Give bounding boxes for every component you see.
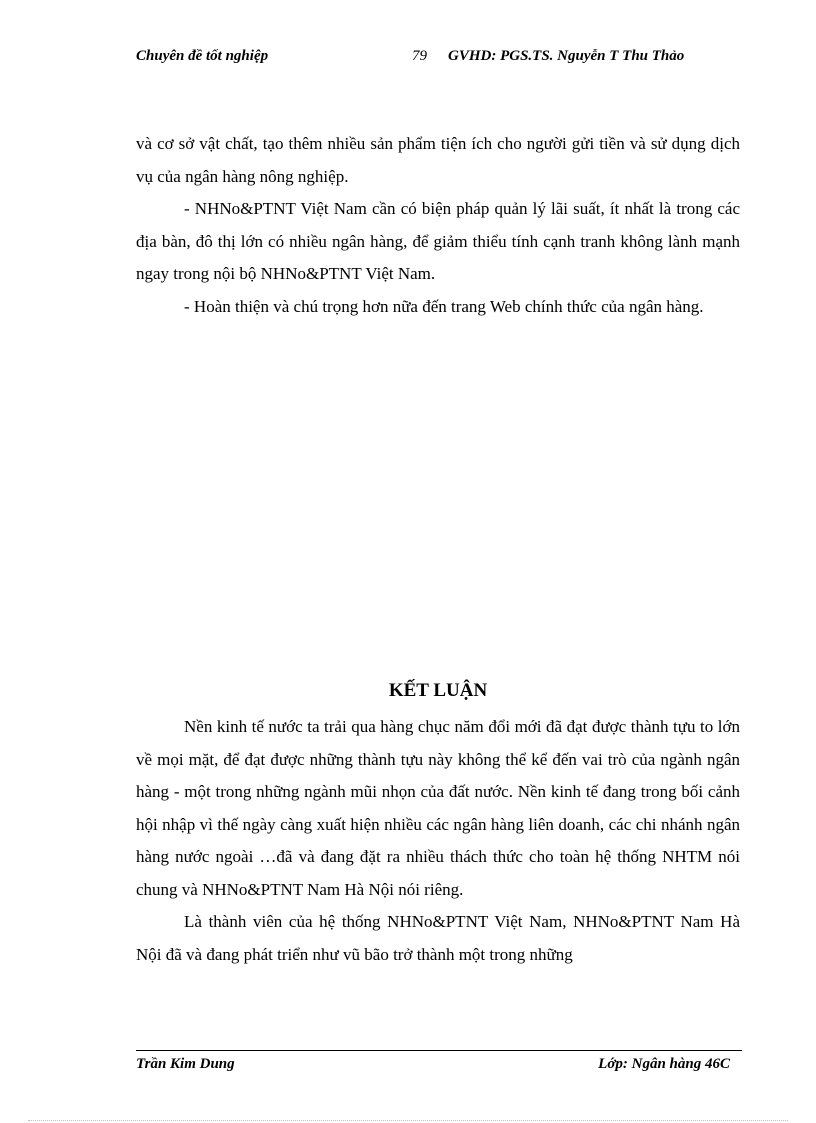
page-footer: [136, 1056, 742, 1080]
footer-author: Trần Kim Dung: [136, 1056, 235, 1072]
continuation-paragraph: - Hoàn thiện và chú trọng hơn nữa đến trang Web chính thức của ngân hàng.: [184, 296, 704, 316]
footer-class: Lớp: Ngân hàng 46C: [598, 1056, 730, 1072]
conclusion-paragraph: Nền kinh tế nước ta trải qua hàng chục năm đổi mới đã đạt được thành tựu to lớn về mọi mặt, để đạt được những thành tựu này không thể kể đến vai trò của ngành ngân hàng - một trong những ngành mũi nhọn của đất nước. Nền kinh tế đang trong bối cảnh hội nhập vì thế ngày càng xuất hiện nhiều các ngân hàng liên doanh, các chi nhánh ngân hàng nước ngoài …đã và đang đặt ra nhiều thách thức cho toàn hệ thống NHTM nói chung và NHNo&PTNT Nam Hà Nội nói riêng.: [136, 717, 740, 899]
conclusion-title: KẾT LUẬN: [388, 680, 488, 701]
header-supervisor: GVHD: PGS.TS. Nguyễn T Thu Thảo: [448, 48, 685, 64]
continuation-paragraph: và cơ sở vật chất, tạo thêm nhiều sản phẩm tiện ích cho người gửi tiền và sử dụng dịch vụ của ngân hàng nông nghiệp.: [136, 134, 740, 186]
continuation-section: [136, 128, 740, 323]
conclusion-paragraph: Là thành viên của hệ thống NHNo&PTNT Việt Nam, NHNo&PTNT Nam Hà Nội đã và đang phát triển như vũ bão trở thành một trong những: [136, 912, 740, 964]
header-thesis-title: Chuyên đề tốt nghiệp: [136, 48, 269, 64]
page-header: [136, 48, 742, 72]
conclusion-section: [136, 711, 740, 971]
header-page-number: 79: [412, 48, 427, 64]
page-edge-divider: [28, 1120, 788, 1121]
continuation-paragraph: - NHNo&PTNT Việt Nam cần có biện pháp quản lý lãi suất, ít nhất là trong các địa bàn, đô thị lớn có nhiều ngân hàng, để giảm thiểu tính cạnh tranh không lành mạnh ngay trong nội bộ NHNo&PTNT Việt Nam.: [136, 199, 740, 283]
footer-divider: [136, 1050, 742, 1051]
